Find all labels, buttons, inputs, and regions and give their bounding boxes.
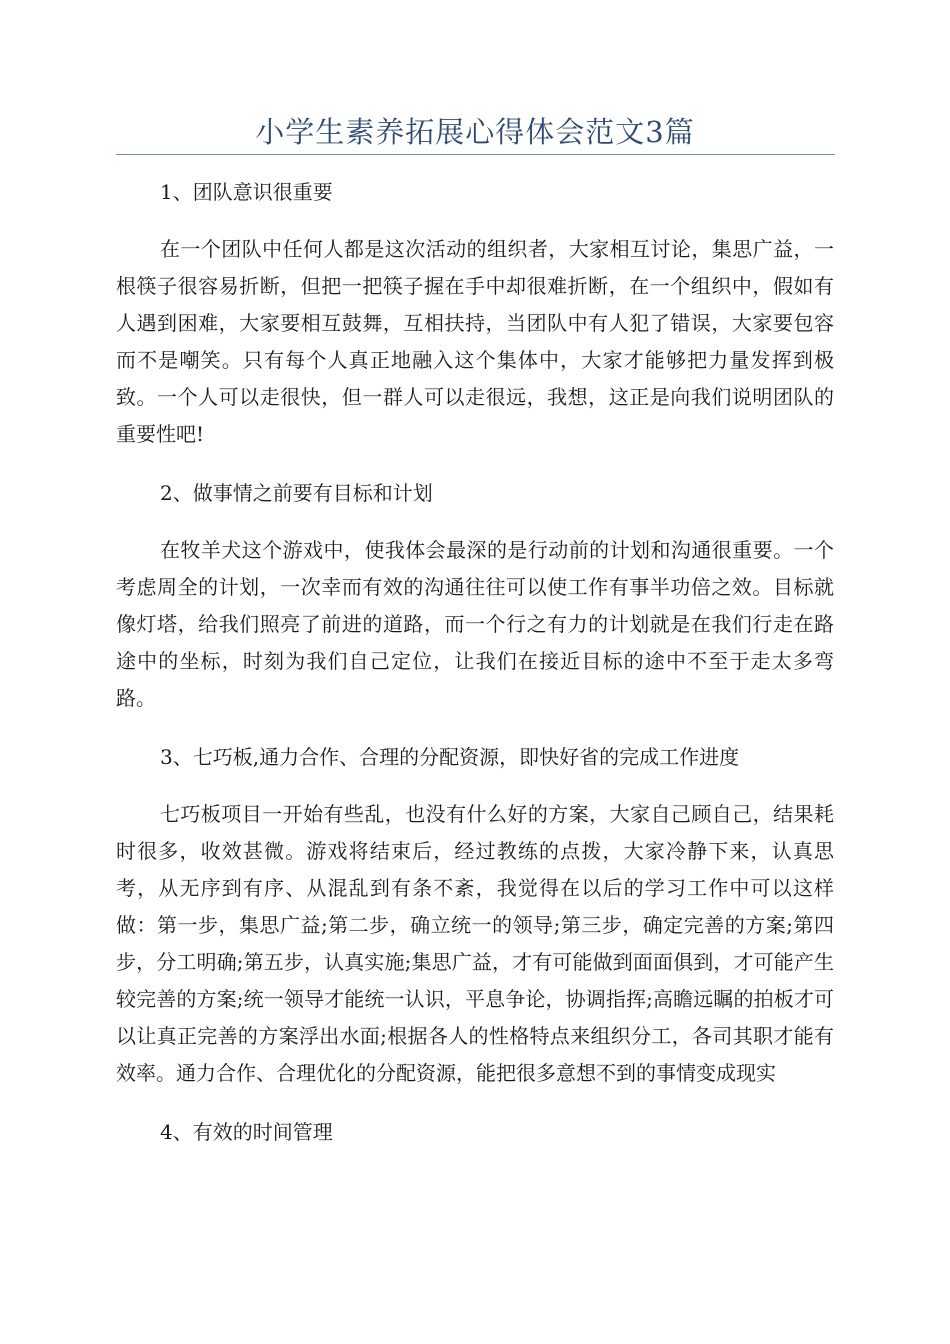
section-heading-2: 2、做事情之前要有目标和计划 bbox=[160, 481, 433, 505]
section-paragraph-3: 七巧板项目一开始有些乱，也没有什么好的方案，大家自己顾自己，结果耗时很多，收效甚微。游戏将结束后，经过教练的点拨，大家冷静下来，认真思考，从无序到有序、从混乱到有条不紊，我觉得在以后的学习工作中可以这样做：第一步，集思广益;第二步，确立统一的领导;第三步，确定完善的方案;第四步，分工明确;第五步，认真实施;集思广益，才有可能做到面面俱到，才可能产生较完善的方案;统一领导才能统一认识，平息争论，协调指挥;高瞻远瞩的拍板才可以让真正完善的方案浮出水面;根据各人的性格特点来组织分工，各司其职才能有效率。通力合作、合理优化的分配资源，能把很多意想不到的事情变成现实 bbox=[116, 802, 834, 1085]
section-heading-1: 1、团队意识很重要 bbox=[160, 180, 333, 204]
document-body bbox=[116, 174, 834, 1150]
section-paragraph-1: 在一个团队中任何人都是这次活动的组织者，大家相互讨论，集思广益，一根筷子很容易折断，但把一把筷子握在手中却很难折断，在一个组织中，假如有人遇到困难，大家要相互鼓舞，互相扶持，当团队中有人犯了错误，大家要包容而不是嘲笑。只有每个人真正地融入这个集体中，大家才能够把力量发挥到极致。一个人可以走很快，但一群人可以走很远，我想，这正是向我们说明团队的重要性吧! bbox=[116, 237, 834, 446]
document-title: 小学生素养拓展心得体会范文3篇 bbox=[255, 115, 695, 149]
section-paragraph-2: 在牧羊犬这个游戏中，使我体会最深的是行动前的计划和沟通很重要。一个考虑周全的计划，一次幸而有效的沟通往往可以使工作有事半功倍之效。目标就像灯塔，给我们照亮了前进的道路，而一个行之有力的计划就是在我们行走在路途中的坐标，时刻为我们自己定位，让我们在接近目标的途中不至于走太多弯路。 bbox=[116, 538, 834, 710]
section-heading-3: 3、七巧板,通力合作、合理的分配资源，即快好省的完成工作进度 bbox=[160, 745, 740, 769]
section-heading-4: 4、有效的时间管理 bbox=[160, 1120, 333, 1144]
title-underline bbox=[116, 154, 835, 155]
